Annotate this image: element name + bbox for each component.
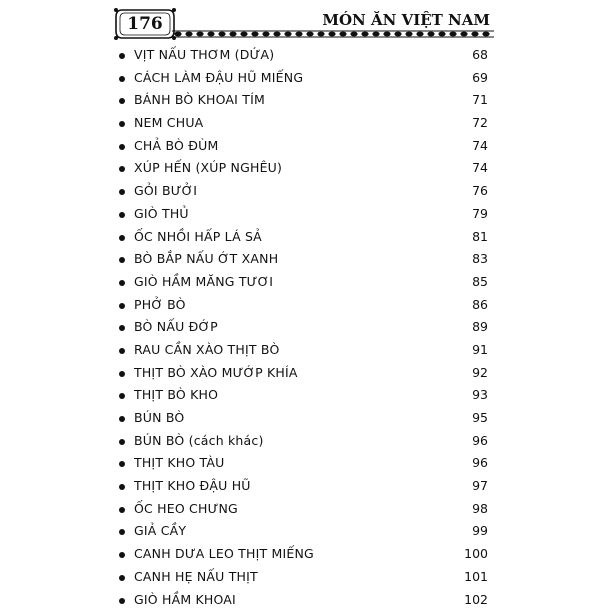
page-number: 176: [112, 14, 178, 34]
toc-entry-page: 93: [472, 384, 488, 407]
toc-entry-title: ỐC NHỒI HẤP LÁ SẢ: [134, 226, 262, 249]
bullet-icon: [119, 280, 125, 286]
toc-entry-page: 74: [472, 135, 488, 158]
toc-entry-page: 81: [472, 226, 488, 249]
table-of-contents: [118, 44, 488, 611]
toc-entry-title: ỐC HEO CHƯNG: [134, 498, 238, 521]
bullet-icon: [119, 529, 125, 535]
toc-entry: [118, 112, 488, 135]
toc-entry: [118, 520, 488, 543]
toc-entry: [118, 430, 488, 453]
toc-entry-page: 89: [472, 316, 488, 339]
bullet-icon: [119, 189, 125, 195]
toc-entry-page: 100: [464, 543, 488, 566]
toc-entry: [118, 543, 488, 566]
toc-entry-title: BÚN BÒ: [134, 407, 184, 430]
running-title: MÓN ĂN VIỆT NAM: [322, 11, 490, 29]
toc-entry-page: 102: [464, 589, 488, 611]
bullet-icon: [119, 53, 125, 59]
toc-entry: [118, 271, 488, 294]
page-header: [112, 6, 492, 46]
toc-entry: [118, 157, 488, 180]
toc-entry-title: BÒ NẤU ĐỚP: [134, 316, 218, 339]
toc-entry-page: 71: [472, 89, 488, 112]
toc-entry-title: VỊT NẤU THƠM (DỨA): [134, 44, 274, 67]
toc-entry: [118, 498, 488, 521]
bullet-icon: [119, 325, 125, 331]
toc-entry: [118, 248, 488, 271]
toc-entry-page: 86: [472, 294, 488, 317]
toc-entry-title: THỊT KHO ĐẬU HŨ: [134, 475, 251, 498]
toc-entry-page: 97: [472, 475, 488, 498]
toc-entry-title: NEM CHUA: [134, 112, 203, 135]
toc-entry: [118, 203, 488, 226]
toc-entry-title: BÚN BÒ (cách khác): [134, 430, 264, 453]
toc-entry: [118, 566, 488, 589]
bullet-icon: [119, 121, 125, 127]
bullet-icon: [119, 461, 125, 467]
toc-entry-page: 69: [472, 67, 488, 90]
toc-entry-page: 83: [472, 248, 488, 271]
bullet-icon: [119, 257, 125, 263]
bullet-icon: [119, 235, 125, 241]
bullet-icon: [119, 439, 125, 445]
toc-entry: [118, 294, 488, 317]
toc-entry-page: 96: [472, 430, 488, 453]
toc-entry: [118, 316, 488, 339]
toc-entry-page: 96: [472, 452, 488, 475]
bullet-icon: [119, 348, 125, 354]
toc-entry-title: BÁNH BÒ KHOAI TÍM: [134, 89, 265, 112]
bullet-icon: [119, 484, 125, 490]
toc-entry: [118, 135, 488, 158]
toc-entry-title: GỎI BƯỞI: [134, 180, 197, 203]
toc-entry-title: THỊT BÒ KHO: [134, 384, 218, 407]
toc-entry-title: GIÒ THỦ: [134, 203, 189, 226]
toc-entry-page: 76: [472, 180, 488, 203]
toc-entry-page: 68: [472, 44, 488, 67]
toc-entry-title: CÁCH LÀM ĐẬU HŨ MIẾNG: [134, 67, 303, 90]
toc-entry-page: 92: [472, 362, 488, 385]
toc-entry: [118, 89, 488, 112]
toc-entry-title: GIÒ HẦM MĂNG TƯƠI: [134, 271, 273, 294]
bullet-icon: [119, 552, 125, 558]
toc-entry-page: 99: [472, 520, 488, 543]
toc-entry: [118, 226, 488, 249]
bullet-icon: [119, 598, 125, 604]
toc-entry: [118, 407, 488, 430]
bullet-icon: [119, 393, 125, 399]
toc-entry: [118, 362, 488, 385]
bullet-icon: [119, 507, 125, 513]
toc-entry: [118, 475, 488, 498]
bullet-icon: [119, 575, 125, 581]
toc-entry-title: CANH HẸ NẤU THỊT: [134, 566, 258, 589]
toc-entry-page: 85: [472, 271, 488, 294]
toc-entry-page: 74: [472, 157, 488, 180]
toc-entry-page: 95: [472, 407, 488, 430]
toc-entry: [118, 67, 488, 90]
page-number-frame: [112, 6, 178, 42]
ornamental-rule-icon: [172, 28, 494, 40]
toc-entry-page: 79: [472, 203, 488, 226]
bullet-icon: [119, 76, 125, 82]
toc-entry: [118, 339, 488, 362]
toc-entry: [118, 452, 488, 475]
bullet-icon: [119, 303, 125, 309]
bullet-icon: [119, 212, 125, 218]
bullet-icon: [119, 371, 125, 377]
toc-entry: [118, 44, 488, 67]
bullet-icon: [119, 144, 125, 150]
toc-entry-page: 72: [472, 112, 488, 135]
toc-entry-page: 101: [464, 566, 488, 589]
toc-entry-title: BÒ BẮP NẤU ỚT XANH: [134, 248, 278, 271]
toc-entry-page: 91: [472, 339, 488, 362]
toc-entry: [118, 180, 488, 203]
toc-entry-title: CHẢ BÒ ĐÙM: [134, 135, 218, 158]
toc-entry-title: GIẢ CẦY: [134, 520, 186, 543]
toc-entry-title: THỊT BÒ XÀO MƯỚP KHÍA: [134, 362, 298, 385]
toc-entry-title: RAU CẦN XÀO THỊT BÒ: [134, 339, 280, 362]
toc-entry-title: PHỞ BÒ: [134, 294, 186, 317]
toc-entry-page: 98: [472, 498, 488, 521]
bullet-icon: [119, 98, 125, 104]
toc-entry-title: GIÒ HẦM KHOAI: [134, 589, 236, 611]
toc-entry-title: THỊT KHO TÀU: [134, 452, 225, 475]
toc-entry-title: CANH DƯA LEO THỊT MIẾNG: [134, 543, 314, 566]
bullet-icon: [119, 416, 125, 422]
toc-entry: [118, 384, 488, 407]
toc-entry-title: XÚP HẾN (XÚP NGHÊU): [134, 157, 282, 180]
bullet-icon: [119, 166, 125, 172]
